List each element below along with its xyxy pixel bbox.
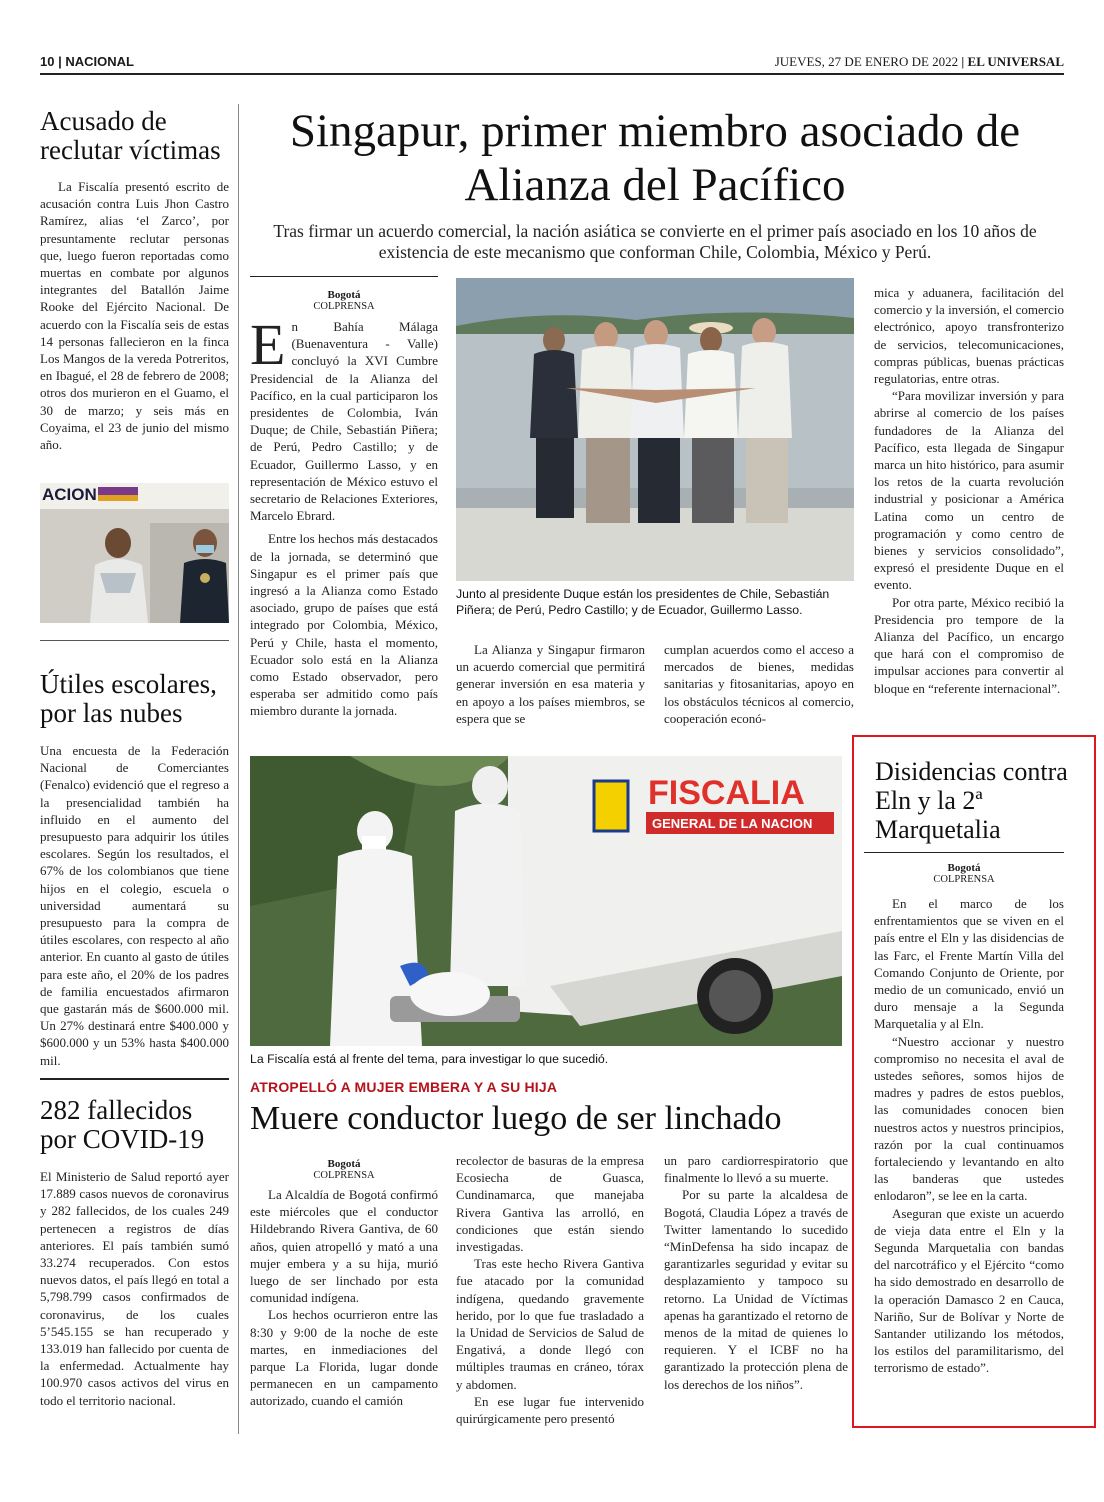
boxed-p1: En el marco de los enfrentamientos que se viven en el país entre el Eln y las disidencias de las Farc, el Frente Martín Villa del Comando Conjunto de Oriente, por medio de un comunicado, envió un duro mensaje a la Segunda Marquetalia y al Eln. [874, 896, 1064, 1032]
story2-col3 [664, 1152, 848, 1393]
main-deck: Tras firmar un acuerdo comercial, la nación asiática se convierte en el primer país asociado en los 10 años de existencia de este mecanismo que conforman Chile, Colombia, México y Perú. [273, 221, 1037, 262]
left-column-divider [238, 104, 239, 1434]
boxed-byline-rule [864, 852, 1064, 853]
boxed-title: Disidencias contra Eln y la 2ª Marquetalia [875, 757, 1068, 844]
header-rule [40, 73, 1064, 75]
story2-byline [250, 1158, 438, 1182]
main-col1-p2: Entre los hechos más destacados de la jornada, se determinó que Singapur es el primer país que ingresó a la Alianza como Estado asociado, grupo de países que está integrado por Colombia, México, Perú y Chile, hasta el momento, Ecuador solo está en la Alianza como Estado observador, pero esperaba ser admitido como país miembro durante la jornada. [250, 531, 438, 719]
story2-col3-p1: un paro cardiorrespiratorio que finalmente lo llevó a su muerte. [664, 1153, 848, 1186]
story2-kicker: ATROPELLÓ A MUJER EMBERA Y A SU HIJA [250, 1079, 558, 1095]
main-byline-agency: COLPRENSA [313, 301, 375, 312]
main-col4-p3: Por otra parte, México recibió la Presidencia pro tempore de la Alianza del Pacífico, un encargo que hará con el compromiso de impulsar acciones para convertir al bloque en “referente internacional”. [874, 594, 1064, 696]
story2-col1-p1: La Alcaldía de Bogotá confirmó este miércoles que el conductor Hildebrando Rivera Gantiva, de 60 años, quien atropelló y mató a una mujer embera y a su hija, murió luego de ser linchado por esta comunidad indígena. [250, 1187, 438, 1306]
brief1-photo-banner: ACION [42, 485, 97, 504]
newspaper-name: EL UNIVERSAL [967, 54, 1064, 69]
main-dropcap: E [250, 312, 286, 377]
main-col3 [664, 641, 854, 727]
boxed-p2: “Nuestro accionar y nuestro compromiso no necesita el aval de ustedes señores, somos hijos de madres y padres de estos pueblos, las comunidades conocen bien nuestros actos y nuestros principios, razón por la cual continuamos fortaleciendo y levantando en alto las banderas que ustedes enlodaron”, se lee en la carta. [874, 1033, 1064, 1204]
story2-col2-p3: En ese lugar fue intervenido quirúrgicamente pero presentó [456, 1393, 644, 1427]
main-col4-p2: “Para movilizar inversión y para abrirse al comercio de los países fundadores de la Alianza del Pacífico, esta llegada de Singapur marca un hito histórico, para asumir los retos de la cuarta revolución industrial y posicionar a América Latina como un centro de programación y como centro de bienes y servicios consolidado”, expresó el presidente Duque en el evento. [874, 388, 1064, 593]
page-folio: 10 | NACIONAL [40, 54, 134, 69]
main-byline-city: Bogotá [327, 289, 361, 301]
byline-rule [250, 276, 438, 277]
boxed-byline [864, 862, 1064, 886]
brief3-title: 282 fallecidos por COVID-19 [40, 1095, 205, 1154]
brief1-photo [40, 483, 229, 623]
issue-date: JUEVES, 27 DE ENERO DE 2022 [774, 54, 959, 69]
story2-col2 [456, 1152, 644, 1427]
boxed-byline-city: Bogotá [947, 862, 981, 874]
main-photo-caption: Junto al presidente Duque están los presidentes de Chile, Sebastián Piñera; de Perú, Pedro Castillo; y de Ecuador, Guillermo Lasso. [456, 587, 830, 617]
main-col4 [874, 284, 1064, 697]
fiscalia-sign-bottom: GENERAL DE LA NACION [652, 816, 813, 831]
fiscalia-caption: La Fiscalía está al frente del tema, para investigar lo que sucedió. [250, 1052, 609, 1066]
main-col1-p1: n Bahía Málaga (Buenaventura - Valle) concluyó la XVI Cumbre Presidencial de la Alianza del Pacífico, en la cual participaron los presidentes de Colombia, Iván Duque; de Chile, Sebastián Piñera; de Perú, Pedro Castillo; y de Ecuador, Guillermo Lasso, y en representación de México estuvo el secretario de Relaciones Exteriores, Marcelo Ebrard. [250, 319, 438, 524]
brief2-title: Útiles escolares, por las nubes [40, 669, 217, 728]
main-col4-p1: mica y aduanera, facilitación del comercio y la inversión, el comercio electrónico, apoyo transfronterizo de servicios, telecomunicaciones, compras públicas, buenas prácticas regulatorias, entre otras. [874, 285, 1064, 387]
brief2-text: Una encuesta de la Federación Nacional de Comerciantes (Fenalco) evidenció que el regreso a la presencialidad también ha influido en el aumento del presupuesto para adquirir los útiles escolares. Según los resultados, el 67% de los colombianos que tiene hijos en el colegio, escuela o universidad aumentará su presupuesto para la compra de útiles escolares, con respecto al año anterior. En cuanto al gasto de útiles para este año, el 20% de los padres de familia encuestados afirmaron que gastarán más de $600.000 mil. Un 27% destinará entre $400.000 y $600.000 y un 53% hasta $400.000 mil. [40, 743, 229, 1068]
main-col1 [250, 312, 438, 720]
story2-byline-agency: COLPRENSA [313, 1170, 375, 1181]
boxed-body [874, 895, 1064, 1377]
story2-col3-p2: Por su parte la alcaldesa de Bogotá, Claudia López a través de Twitter lamentando lo sucedido “MinDefensa ha sido incapaz de garantizarles seguridad y evitar su desplazamiento y tampoco su retorno. La Unidad de Víctimas apenas ha garantizado el retorno de menos de la mitad de quienes lo requieren. Y el ICBF no ha garantizado la protección plena de los derechos de los niños”. [664, 1187, 848, 1392]
brief-divider [40, 1078, 229, 1080]
story2-col1-p2: Los hechos ocurrieron entre las 8:30 y 9:00 de la noche de este martes, en inmediaciones del parque La Florida, lugar donde permanecen en un campamento autorizado, cuando el camión [250, 1307, 438, 1409]
main-col3-p1: cumplan acuerdos como el acceso a mercados de bienes, medidas sanitarias y fitosanitarias, apoyo en los obstáculos técnicos al comercio, cooperación econó- [664, 642, 854, 726]
boxed-p3: Aseguran que existe un acuerdo de vieja data entre el Eln y la Segunda Marquetalia con bandas del narcotráfico y el Ejército “como ha sido demostrado en desarrollo de la operación Damasco 2 en Cauca, Nariño, Sur de Bolívar y Norte de Santander utilizando los métodos, los estilos del paramilitarismo, del terrorismo de estado”. [874, 1205, 1064, 1376]
fiscalia-photo [250, 756, 842, 1046]
brief-divider [40, 640, 229, 641]
boxed-byline-agency: COLPRENSA [933, 874, 995, 885]
main-headline: Singapur, primer miembro asociado de Alianza del Pacífico [289, 105, 1021, 211]
brief1-text: La Fiscalía presentó escrito de acusación contra Luis Jhon Castro Ramírez, alias ‘el Zarco’, por presuntamente reclutar personas que, luego fueron reportadas como muertas en combate por algunos integrantes del Batallón Jaime Rooke del Ejército Nacional. De acuerdo con la Fiscalía seis de estas 14 personas fallecieron en la finca Los Mangos de la vereda Potreritos, en Ibagué, el 28 de febrero de 2008; otros dos murieron en el Guamo, el 30 de marzo; y seis más en Coyaima, el 23 de junio del mismo año. [40, 179, 229, 453]
fiscalia-sign-top: FISCALIA [648, 774, 805, 812]
main-photo [456, 278, 854, 581]
brief1-body [40, 178, 229, 453]
main-byline [250, 289, 438, 313]
story2-col1 [250, 1186, 438, 1410]
header-date-bar: JUEVES, 27 DE ENERO DE 2022 | EL UNIVERSAL [774, 54, 1064, 69]
brief1-photo-art [40, 483, 229, 623]
brief3-text: El Ministerio de Salud reportó ayer 17.889 casos nuevos de coronavirus y 282 fallecidos, de los cuales 249 pertenecen a registros de días anteriores. El país también sumó 33.274 recuperados. Con estos nuevos datos, el país llegó en total a 5,798.799 casos confirmados de coronavirus, de los cuales 5’545.155 se han recuperado y 133.019 han fallecido por cuenta de la enfermedad. Actualmente hay 100.970 casos activos del virus en todo el territorio nacional. [40, 1169, 229, 1408]
brief2-body [40, 742, 229, 1069]
story2-col2-p2: Tras este hecho Rivera Gantiva fue atacado por la comunidad indígena, quedando gravemente herido, por lo que fue trasladado a la Unidad de Servicios de Salud de Engativá, a donde llegó con múltiples traumas en cráneo, tórax y abdomen. [456, 1256, 644, 1392]
main-col2-p1: La Alianza y Singapur firmaron un acuerdo comercial que permitirá generar inversión en esa materia y en apoyo a los países miembros, se espera que se [456, 642, 645, 726]
brief1-title: Acusado de reclutar víctimas [40, 106, 221, 165]
fiscalia-photo-art [250, 756, 842, 1046]
story2-headline: Muere conductor luego de ser linchado [250, 1100, 782, 1137]
section-name: NACIONAL [65, 54, 134, 69]
story2-col2-p1: recolector de basuras de la empresa Ecosiecha de Guasca, Cundinamarca, que manejaba Rivera Gantiva las arrolló, en condiciones que están siendo investigadas. [456, 1153, 644, 1255]
main-photo-art [456, 278, 854, 581]
page-number: 10 [40, 54, 55, 69]
story2-byline-city: Bogotá [327, 1158, 361, 1170]
main-col2 [456, 641, 645, 727]
brief3-body [40, 1168, 229, 1409]
